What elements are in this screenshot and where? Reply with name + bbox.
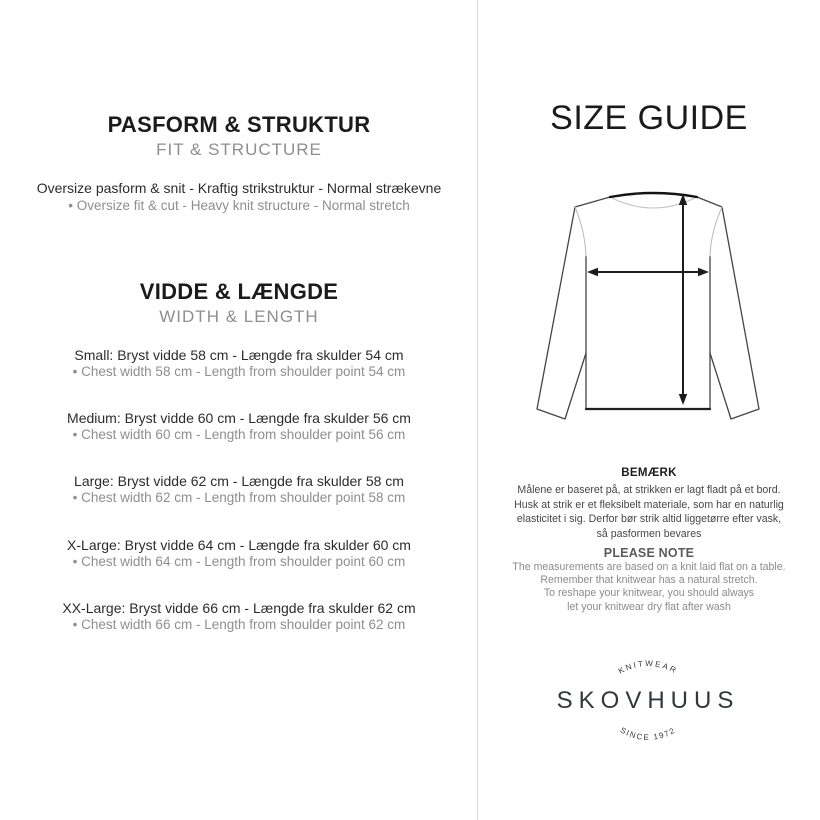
size-row-small	[0, 347, 478, 379]
chest-width-arrow	[587, 268, 709, 276]
note-en-line-1: The measurements are based on a knit laid flat on a table.	[512, 561, 786, 573]
page-title: SIZE GUIDE	[550, 99, 748, 137]
note-en-line-2: Remember that knitwear has a natural stretch.	[540, 574, 758, 587]
size-xlarge-en: • Chest width 64 cm - Length from shoulder point 60 cm	[72, 554, 406, 569]
size-medium-en: • Chest width 60 cm - Length from shoulder point 56 cm	[72, 427, 406, 442]
note-body-en	[478, 561, 820, 614]
note-da-line-3: elasticitet i sig. Derfor bør strik altid liggetørre efter vask,	[516, 513, 782, 526]
size-medium-da: Medium: Bryst vidde 60 cm - Længde fra skulder 56 cm	[67, 410, 411, 426]
note-en-line-3: To reshape your knitwear, you should always	[543, 587, 755, 600]
note-da-line-4: så pasformen bevares	[596, 528, 702, 541]
dimensions-section-title-en: WIDTH & LENGTH	[159, 307, 319, 326]
size-xlarge-da: X-Large: Bryst vidde 64 cm - Længde fra skulder 60 cm	[67, 537, 411, 553]
length-from-shoulder-arrow	[679, 194, 687, 405]
fit-description-en: • Oversize fit & cut - Heavy knit structure - Normal stretch	[68, 198, 410, 213]
right-shoulder-line	[697, 197, 722, 207]
fit-description-da: Oversize pasform & snit - Kraftig strikstruktur - Normal strækevne	[36, 180, 442, 196]
size-small-da: Small: Bryst vidde 58 cm - Længde fra skulder 54 cm	[74, 347, 404, 363]
size-large-da: Large: Bryst vidde 62 cm - Længde fra skulder 58 cm	[74, 473, 404, 489]
right-armhole-seam	[710, 207, 722, 256]
note-en-line-4: let your knitwear dry flat after wash	[567, 600, 731, 613]
left-shoulder-line	[575, 197, 610, 207]
note-title-da: BEMÆRK	[621, 467, 677, 479]
right-column	[478, 0, 820, 820]
dimensions-section-title-da: VIDDE & LÆNGDE	[139, 279, 339, 304]
size-xxlarge-da: XX-Large: Bryst vidde 66 cm - Længde fra skulder 62 cm	[62, 600, 416, 616]
left-sleeve-outline	[537, 207, 586, 419]
size-row-medium	[0, 410, 478, 442]
size-row-xxlarge	[0, 600, 478, 632]
note-body-da	[478, 483, 820, 542]
fit-section-title-da: PASFORM & STRUKTUR	[107, 112, 371, 137]
size-row-xlarge	[0, 537, 478, 569]
left-armhole-seam	[575, 207, 586, 256]
note-da-line-2: Husk at strik er et fleksibelt materiale, som har en naturlig	[514, 498, 784, 511]
logo-arc-top-text: KNITWEAR	[616, 658, 680, 676]
sweater-diagram	[528, 185, 772, 448]
size-row-large	[0, 473, 478, 505]
back-collar-line	[610, 193, 697, 197]
logo-arc-bottom-text: SINCE 1972	[618, 725, 678, 743]
fit-section-title-en: FIT & STRUCTURE	[156, 140, 322, 159]
note-da-line-1: Målene er baseret på, at strikken er lagt fladt på et bord.	[517, 484, 781, 496]
right-sleeve-outline	[710, 207, 759, 419]
size-small-en: • Chest width 58 cm - Length from shoulder point 54 cm	[72, 364, 406, 379]
brand-logo	[548, 630, 748, 755]
note-title-en: PLEASE NOTE	[603, 546, 695, 560]
size-xxlarge-en: • Chest width 66 cm - Length from shoulder point 62 cm	[72, 617, 406, 632]
size-large-en: • Chest width 62 cm - Length from shoulder point 58 cm	[72, 490, 406, 505]
logo-brand-name: SKOVHUUS	[556, 687, 740, 714]
